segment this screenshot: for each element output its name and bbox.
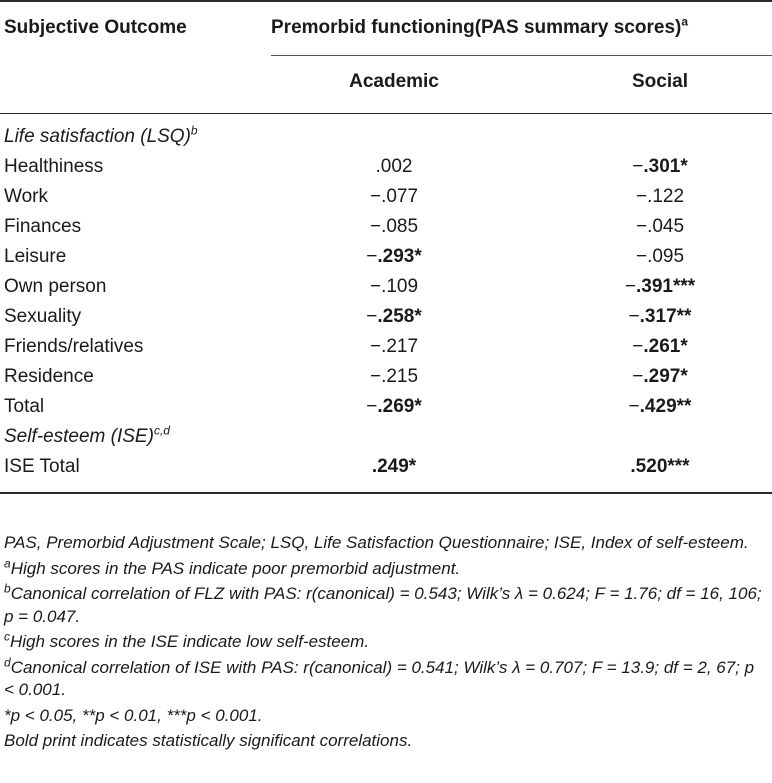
header-rule xyxy=(0,113,772,114)
bottom-rule xyxy=(0,492,772,494)
row-label: Residence xyxy=(4,366,94,387)
note-significance: *p < 0.05, **p < 0.01, ***p < 0.001. xyxy=(4,705,263,725)
section-title-life-satisfaction: Life satisfaction (LSQ)$^b$ xyxy=(4,123,198,147)
table-row xyxy=(0,452,772,482)
note-c: $^c$High scores in the ISE indicate low self-esteem. xyxy=(4,629,370,651)
note-b: $^b$Canonical correlation of FLZ with PAS: r(canonical) = 0.543; Wilk’s λ = 0.624; F = 1.76; df = 16, 106; p = 0.047. xyxy=(4,581,762,626)
note-a: $^a$High scores in the PAS indicate poor premorbid adjustment. xyxy=(4,555,461,578)
header-premorbid-group: Premorbid functioning(PAS summary scores)$^a$ xyxy=(271,14,689,38)
row-label: ISE Total xyxy=(4,456,80,477)
table-row xyxy=(0,302,772,332)
academic-value: .002 xyxy=(375,156,413,177)
row-label: Leisure xyxy=(4,246,67,267)
table-row xyxy=(0,242,772,272)
row-label: Sexuality xyxy=(4,306,82,327)
table-row xyxy=(0,272,772,302)
table-row xyxy=(0,152,772,182)
note-bold: Bold print indicates statistically significant correlations. xyxy=(4,731,413,750)
academic-value: −.215 xyxy=(369,366,419,387)
social-value: −.095 xyxy=(635,246,685,267)
header-social: Social xyxy=(632,71,688,92)
academic-value: −.293* xyxy=(366,246,422,267)
academic-value: −.085 xyxy=(369,216,419,237)
social-value: −.297* xyxy=(632,366,688,387)
table-row xyxy=(0,212,772,242)
social-value: −.122 xyxy=(635,186,685,207)
social-value: −.261* xyxy=(632,336,688,357)
header-academic: Academic xyxy=(349,71,439,92)
table-row xyxy=(0,182,772,212)
academic-value: .249* xyxy=(371,456,417,477)
academic-value: −.077 xyxy=(369,186,419,207)
social-value: .520*** xyxy=(630,456,690,477)
row-label: Total xyxy=(4,396,45,417)
academic-value: −.269* xyxy=(366,396,422,417)
table-footnotes xyxy=(4,532,768,753)
social-value: −.429** xyxy=(628,396,692,417)
academic-value: −.217 xyxy=(369,336,419,357)
social-value: −.045 xyxy=(635,216,685,237)
academic-value: −.109 xyxy=(369,276,419,297)
row-label: Finances xyxy=(4,216,82,237)
social-value: −.391*** xyxy=(624,276,696,297)
row-label: Own person xyxy=(4,276,107,297)
social-value: −.301* xyxy=(632,156,688,177)
social-value: −.317** xyxy=(628,306,692,327)
section-title-self-esteem: Self-esteem (ISE)$^{c,d}$ xyxy=(4,423,170,447)
row-label: Healthiness xyxy=(4,156,104,177)
row-label: Work xyxy=(4,186,48,207)
note-abbreviations: PAS, Premorbid Adjustment Scale; LSQ, Life Satisfaction Questionnaire; ISE, Index of self-esteem. xyxy=(4,533,749,552)
table-row xyxy=(0,332,772,362)
academic-value: −.258* xyxy=(366,306,422,327)
table-row xyxy=(0,362,772,392)
group-underline xyxy=(271,55,772,56)
note-d: $^d$Canonical correlation of ISE with PAS: r(canonical) = 0.541; Wilk’s λ = 0.707; F = 13.9; df = 2, 67; p < 0.001. xyxy=(4,654,755,699)
table-row xyxy=(0,392,772,422)
top-rule xyxy=(0,0,772,2)
row-label: Friends/relatives xyxy=(4,336,144,357)
header-subjective-outcome: Subjective Outcome xyxy=(4,17,187,38)
